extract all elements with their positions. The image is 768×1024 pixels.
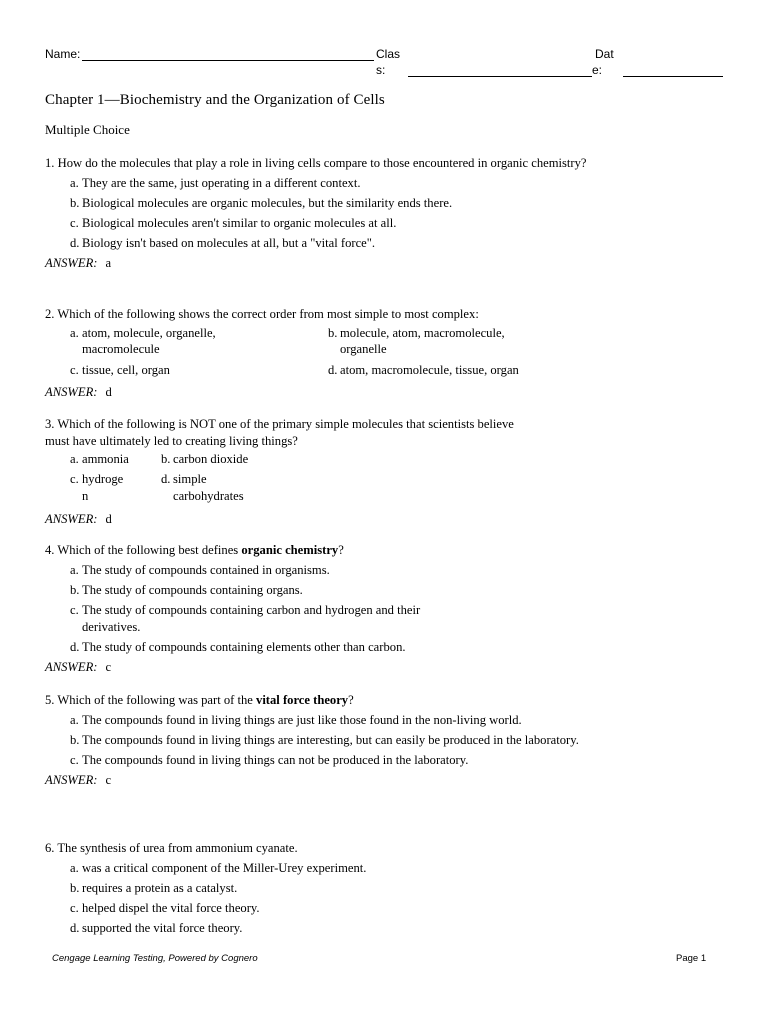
option-b[interactable]: b. The study of compounds containing organs. (70, 583, 303, 597)
question-stem: 6. The synthesis of urea from ammonium cyanate. (45, 841, 298, 855)
option-a[interactable]: a. The study of compounds contained in organisms. (70, 563, 330, 577)
question-6 (45, 840, 590, 937)
option-a[interactable]: a. atom, molecule, organelle, macromolecule (70, 325, 216, 356)
class-label-line2: s: (376, 63, 386, 77)
class-label-line1: Clas (376, 47, 401, 61)
option-c[interactable]: c. hydroge n (70, 472, 124, 503)
option-c[interactable]: c. The compounds found in living things can not be produced in the laboratory. (70, 753, 469, 767)
answer-value: d (105, 385, 112, 399)
question-stem: 5. Which of the following was part of the vital force theory? (45, 693, 354, 707)
option-c[interactable]: c. Biological molecules aren't similar to organic molecules at all. (70, 216, 397, 230)
option-b[interactable]: b. The compounds found in living things are interesting, but can easily be produced in the laboratory. (70, 733, 579, 747)
option-c[interactable]: c. helped dispel the vital force theory. (70, 901, 260, 915)
question-4 (45, 542, 590, 675)
answer-line: ANSWER: d (45, 385, 112, 399)
option-d[interactable]: d. The study of compounds containing elements other than carbon. (70, 639, 406, 654)
date-field-line[interactable] (623, 76, 723, 77)
option-c[interactable]: c. tissue, cell, organ (70, 362, 170, 377)
question-2 (45, 306, 590, 401)
option-d[interactable]: d. Biology isn't based on molecules at all, but a "vital force". (70, 236, 376, 250)
answer-line: ANSWER: d (45, 511, 112, 526)
option-c[interactable]: c. The study of compounds containing carbon and hydrogen and their derivatives. (70, 603, 421, 634)
option-a[interactable]: a. The compounds found in living things are just like those found in the non-living world. (70, 713, 522, 727)
section-title: Multiple Choice (45, 122, 130, 137)
option-b[interactable]: b. Biological molecules are organic molecules, but the similarity ends there. (70, 196, 453, 210)
question-stem: 1. How do the molecules that play a role in living cells compare to those encountered in organic chemistry? (45, 156, 587, 170)
class-field-line[interactable] (408, 76, 592, 77)
options-grid (45, 451, 590, 507)
page-number: Page 1 (676, 953, 707, 964)
answer-line: ANSWER: c (45, 659, 112, 674)
option-b[interactable]: b. carbon dioxide (161, 452, 249, 466)
question-5 (45, 692, 590, 789)
option-a[interactable]: a. ammonia (70, 452, 129, 466)
answer-value: c (105, 659, 112, 674)
answer-value: d (105, 511, 112, 526)
option-b[interactable]: b. requires a protein as a catalyst. (70, 881, 238, 895)
footer-publisher: Cengage Learning Testing, Powered by Cognero (52, 953, 258, 964)
answer-line: ANSWER: c (45, 773, 112, 787)
question-1 (45, 155, 590, 272)
option-d[interactable]: d. atom, macromolecule, tissue, organ (328, 362, 519, 377)
key-term: organic chemistry (241, 543, 339, 557)
date-label-line2: e: (592, 63, 603, 77)
answer-value: a (105, 256, 112, 270)
question-3 (45, 416, 590, 527)
question-stem: 4. Which of the following best defines organic chemistry? (45, 543, 344, 557)
answer-value: c (105, 773, 112, 787)
question-stem: 3. Which of the following is NOT one of the primary simple molecules that scientists believe must have ultimately led to creating living things? (45, 417, 514, 448)
date-label-line1: Dat (595, 47, 614, 61)
key-term: vital force theory (256, 693, 349, 707)
option-b[interactable]: b. molecule, atom, macromolecule, organelle (328, 325, 505, 356)
option-a[interactable]: a. They are the same, just operating in a different context. (70, 176, 361, 190)
name-label: Name: (45, 47, 81, 61)
options-grid (45, 325, 590, 381)
option-a[interactable]: a. was a critical component of the Miller-Urey experiment. (70, 861, 367, 875)
option-d[interactable]: d. simple carbohydrates (161, 472, 244, 503)
question-stem: 2. Which of the following shows the correct order from most simple to most complex: (45, 307, 479, 321)
name-field-line[interactable] (82, 60, 374, 61)
answer-line: ANSWER: a (45, 256, 112, 270)
option-d[interactable]: d. supported the vital force theory. (70, 921, 243, 935)
chapter-title: Chapter 1—Biochemistry and the Organization of Cells (45, 92, 385, 108)
